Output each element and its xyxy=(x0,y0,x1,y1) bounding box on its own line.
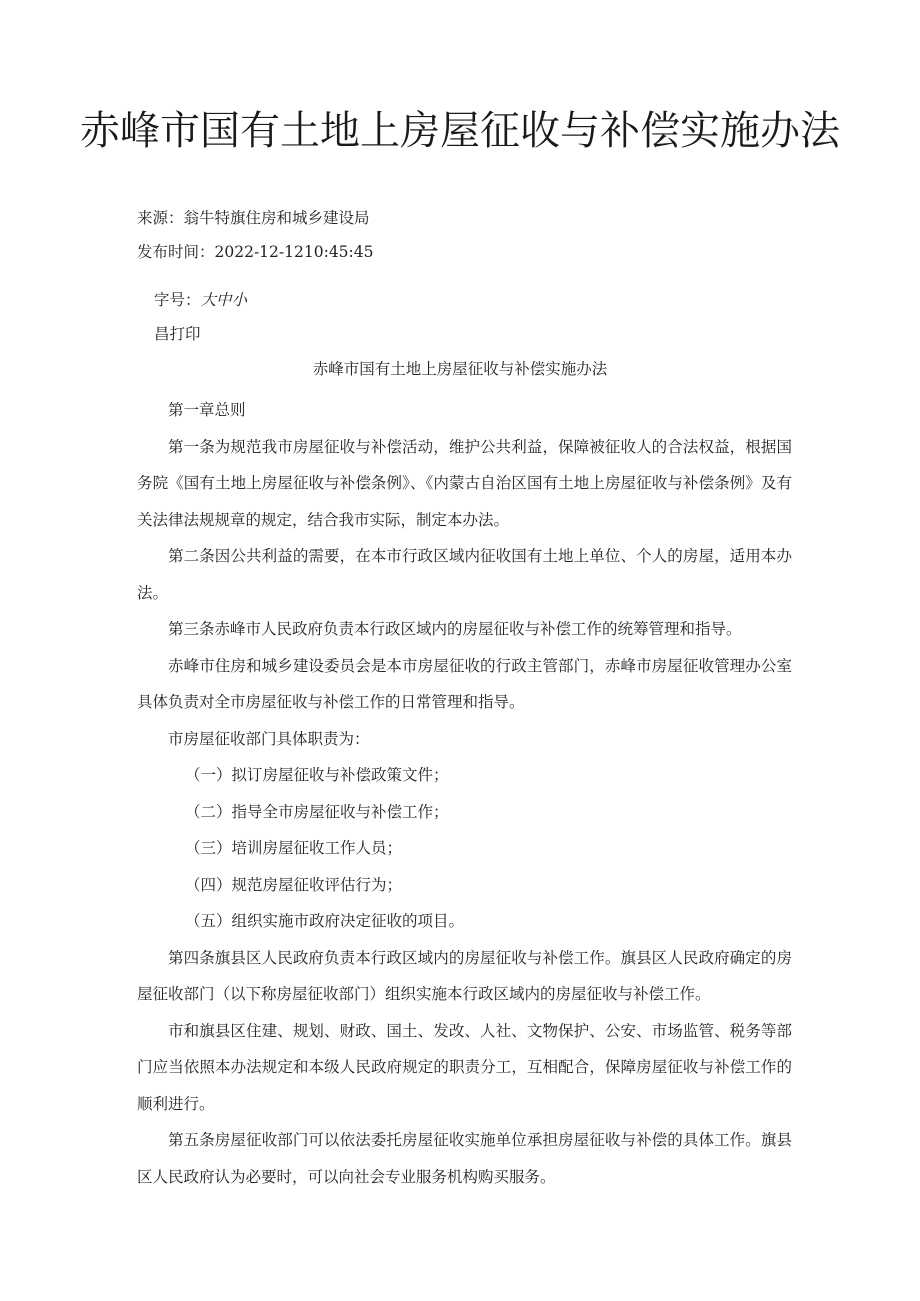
publish-time: 发布时间：2022-12-1210:45:45 xyxy=(137,243,374,261)
list-item: （五）组织实施市政府决定征收的项目。 xyxy=(185,912,465,930)
chapter-heading: 第一章总则 xyxy=(168,401,246,419)
source-line: 来源：翁牛特旗住房和城乡建设局 xyxy=(137,209,370,227)
paragraph: 市房屋征收部门具体职责为： xyxy=(168,729,370,748)
print-link[interactable]: 昌打印 xyxy=(154,325,201,343)
font-size-control xyxy=(154,290,247,310)
paragraph: 赤峰市住房和城乡建设委员会是本市房屋征收的行政主管部门，赤峰市房屋征收管理办公室具体负责对全市房屋征收与补偿工作的日常管理和指导。 xyxy=(137,656,792,711)
paragraph: 第一条为规范我市房屋征收与补偿活动，维护公共利益，保障被征收人的合法权益，根据国务院《国有土地上房屋征收与补偿条例》、《内蒙古自治区国有土地上房屋征收与补偿条例》及有关法律法规规章的规定，结合我市实际，制定本办法。 xyxy=(137,437,792,529)
list-item: （三）培训房屋征收工作人员； xyxy=(185,839,403,857)
font-size-options[interactable]: 大中小 xyxy=(200,291,248,309)
font-size-label: 字号： xyxy=(154,291,201,309)
list-item: （二）指导全市房屋征收与补偿工作； xyxy=(185,802,449,821)
paragraph: 第五条房屋征收部门可以依法委托房屋征收实施单位承担房屋征收与补偿的具体工作。旗县区人民政府认为必要时，可以向社会专业服务机构购买服务。 xyxy=(137,1131,792,1186)
document-subtitle: 赤峰市国有土地上房屋征收与补偿实施办法 xyxy=(312,360,608,378)
document-title: 赤峰市国有土地上房屋征收与补偿实施办法 xyxy=(80,108,840,154)
paragraph: 第四条旗县区人民政府负责本行政区域内的房屋征收与补偿工作。旗县区人民政府确定的房屋征收部门（以下称房屋征收部门）组织实施本行政区域内的房屋征收与补偿工作。 xyxy=(137,948,792,1003)
document-body xyxy=(137,392,792,1195)
paragraph: 第二条因公共利益的需要，在本市行政区域内征收国有土地上单位、个人的房屋，适用本办法。 xyxy=(137,547,792,602)
paragraph: 市和旗县区住建、规划、财政、国土、发改、人社、文物保护、公安、市场监管、税务等部门应当依照本办法规定和本级人民政府规定的职责分工，互相配合，保障房屋征收与补偿工作的顺利进行。 xyxy=(137,1021,792,1113)
list-item: （四）规范房屋征收评估行为； xyxy=(185,875,403,894)
paragraph: 第三条赤峰市人民政府负责本行政区域内的房屋征收与补偿工作的统筹管理和指导。 xyxy=(168,620,742,638)
list-item: （一）拟订房屋征收与补偿政策文件； xyxy=(185,766,449,784)
